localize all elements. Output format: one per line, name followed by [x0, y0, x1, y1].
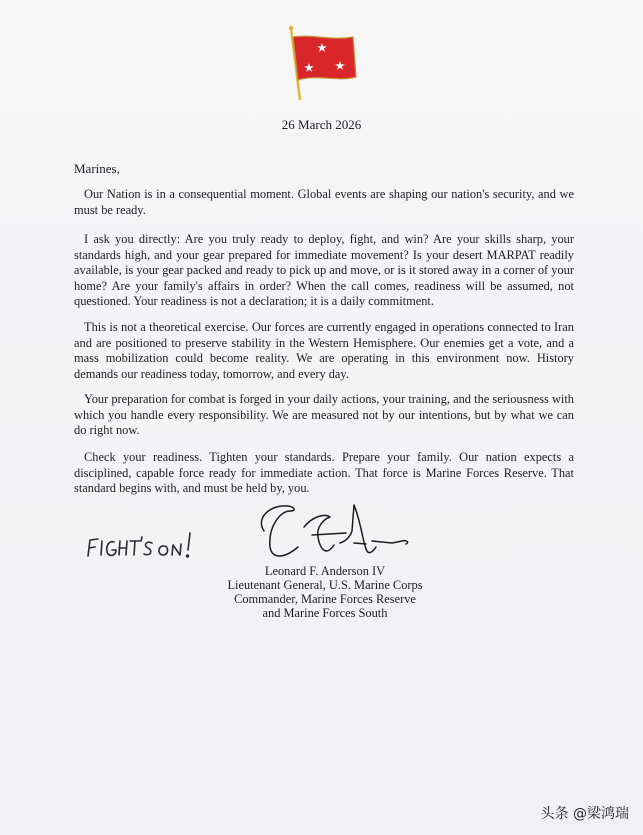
- signature-block: [218, 564, 432, 620]
- paragraph-2: I ask you directly: Are you truly ready to deploy, fight, and win? Are your skills sharp, your standards high, and your gear prepared for immediate movement? Is your desert MARPAT readily available, is your gear packed and ready to pick up and move, or is it stored away in a corner of your home? Are your family's affairs in order? When the call comes, readiness will be assumed, not questioned. Your readiness is not a declaration; it is a daily commitment.: [74, 232, 574, 308]
- signer-title-line-2: and Marine Forces South: [262, 606, 388, 620]
- paragraph-4: Your preparation for combat is forged in your daily actions, your training, and the seriousness with which you handle every responsibility. We are measured not by our intentions, but by what we can do right now.: [74, 392, 574, 437]
- paragraph-5: Check your readiness. Tighten your standards. Prepare your family. Our nation expects a disciplined, capable force ready for immediate action. That force is Marine Forces Reserve. That standard begins with, and must be held by, you.: [74, 450, 574, 495]
- watermark-text: 头条 @梁鸿瑞: [540, 806, 629, 822]
- signer-title-line-1: Commander, Marine Forces Reserve: [234, 592, 416, 606]
- signer-rank: Lieutenant General, U.S. Marine Corps: [227, 578, 423, 592]
- handwritten-note: [84, 528, 196, 564]
- letter-date: 26 March 2026: [281, 117, 362, 132]
- paragraph-3: This is not a theoretical exercise. Our forces are currently engaged in operations connected to Iran and are positioned to preserve stability in the Western Hemisphere. Our enemies get a vote, and a mass mobilization could become reality. We are operating in this environment now. History demands our readiness today, tomorrow, and every day.: [74, 320, 574, 381]
- signer-name: Leonard F. Anderson IV: [264, 564, 386, 578]
- salutation: Marines,: [74, 161, 120, 176]
- signature: [254, 497, 414, 565]
- paragraph-1: Our Nation is in a consequential moment. Global events are shaping our nation's security, and we must be ready.: [74, 187, 574, 217]
- general-flag-icon: [282, 24, 362, 104]
- source-watermark: [541, 803, 629, 823]
